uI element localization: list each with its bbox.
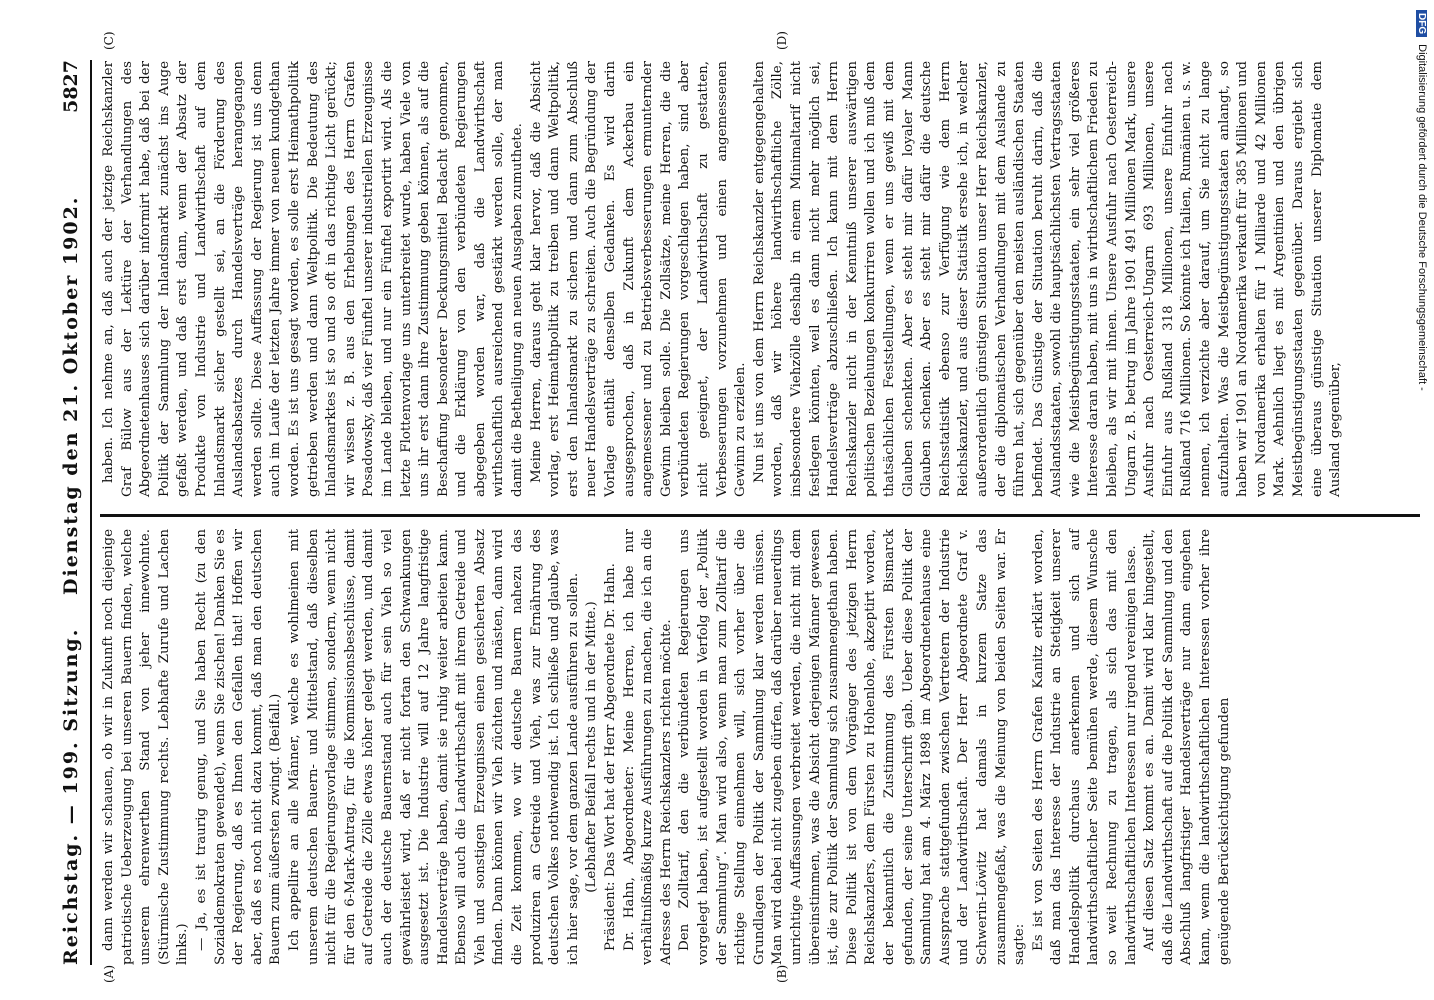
- paragraph: haben. Ich nehme an, daß auch der jetzige Reichskanzler Graf Bülow aus der Lektüre der Verhandlungen des Abgeordnetenhauses sich darüber informirt habe, daß bei der Politik der Sammlung der Inlandsmarkt zunächst ins Auge gefaßt werden, und daß erst dann, wenn der Absatz der Produkte von Industrie und Landwirthschaft auf dem Inlandsmarkt sicher gestellt sei, an die Förderung des Auslandsabsatzes durch Handelsverträge herangegangen werden sollte. Diese Auffassung der Regierung ist uns denn auch im Laufe der letzten Jahre immer von neuem kundgethan worden. Es ist uns gesagt worden, es solle erst Heimathpolitik getrieben werden und dann Weltpolitik. Die Bedeutung des Inlandsmarktes ist so und so oft in das richtige Licht gerückt; wir wissen z. B. aus den Erhebungen des Herrn Grafen Posadowsky, daß vier Fünftel unserer industriellen Erzeugnisse im Lande bleiben, und nur ein Fünftel exportirt wird. Als die letzte Flottenvorlage uns unterbreitet wurde, haben Viele von uns ihr erst dann ihre Zustimmung geben können, als auf die Beschaffung besonderer Deckungsmittel Bedacht genommen, und die Erklärung von den verbündeten Regierungen abgegeben worden war, daß die Landwirthschaft wirthschaftlich ausreichend gestärkt werden solle, der man damit die Betheiligung an neuen Ausgaben zumuthete.: [101, 61, 526, 497]
- paragraph: Nun ist uns von dem Herrn Reichskanzler entgegengehalten worden, daß wir höhere landwirthschaftliche Zölle, insbesondere Viehzölle deshalb in einem Minimaltarif nicht festlegen könnten, weil es dann nicht mehr möglich sei, Handelsverträge abzuschließen. Ich kann mit dem Herrn Reichskanzler nicht in der Kenntniß unserer auswärtigen politischen Beziehungen konkurriren wollen und ich muß dem thatsächlichen Feststellungen, wenn er uns gewiß mit dem Glauben schenkten. Aber es steht mir dafür loyaler Mann Glauben schenken. Aber es steht mir dafür die deutsche Reichsstatistik ebenso zur Verfügung wie dem Herrn Reichskanzler, und aus dieser Statistik ersehe ich, in welcher außerordentlich günstigen Situation unser Herr Reichskanzler, der die diplomatischen Verhandlungen mit dem Auslande zu führen hat, sich gegenüber den meisten ausländischen Staaten befindet. Das Günstige der Situation beruht darin, daß die Auslandsstaaten, sowohl die hauptsächlichsten Vertragsstaaten wie die Meistbegünstigungsstaaten, ein sehr viel größeres Interesse daran haben, mit uns in wirthschaftlichem Frieden zu bleiben, als wir mit ihnen. Unsere Ausfuhr nach Oesterreich-Ungarn z. B. betrug im Jahre 1901 491 Millionen Mark, unsere Ausfuhr nach Oesterreich-Ungarn 693 Millionen, unsere Einfuhr aus Rußland 318 Millionen, unsere Einfuhr nach Rußland 716 Millionen. So könnte ich Italien, Rumänien u. s. w. nennen, ich verzichte aber darauf, um Sie nicht zu lange aufzuhalten. Was die Meistbegünstigungsstaaten anlangt, so haben wir 1901 an Nordamerika verkauft für 385 Millionen und von Nordamerika erhalten für 1 Milliarde und 42 Millionen Mark. Aehnlich liegt es mit Argentinien und den übrigen Meistbegünstigungsstaaten gegenüber. Daraus ergiebt sich eine überaus günstige Situation unserer Diplomatie dem Ausland gegenüber,: [751, 61, 1344, 497]
- column-divider: [100, 514, 1420, 517]
- margin-marker-b: (B): [775, 964, 789, 983]
- paragraph: Auf diesen Satz kommt es an. Damit wird klar hingestellt, daß die Landwirthschaft auf die Politik der Sammlung und den Abschluß langfristiger Handelsverträge nur dann eingehen kann, wenn die landwirthschaftlichen Interessen vorher ihre genügende Berücksichtigung gefunden: [1142, 529, 1232, 965]
- paragraph: Ich appellire an alle Männer, welche es wohlmeinen mit unserem deutschen Bauern- und Mittelstand, daß dieselben nicht für die Regierungsvorlage stimmen, sondern, wenn nicht für den 6-Mark-Antrag, für die Kommissionsbeschlüsse, damit auf Getreide die Zölle etwas höher gelegt werden, und damit auch der deutsche Bauernstand auch für sein Vieh so viel gewährleistet wird, daß er nicht fortan den Schwankungen ausgesetzt ist. Die Industrie will auf 12 Jahre langfristige Handelsverträge haben, damit sie ruhig weiter arbeiten kann. Ebenso will auch die Landwirthschaft mit ihrem Getreide und Vieh und sonstigen Erzeugnissen einen gesicherten Absatz finden. Dann können wir Vieh züchten und mästen, dann wird die Zeit kommen, wo wir deutsche Bauern nahezu das produziren an Getreide und Vieh, was zur Ernährung des deutschen Volkes nothwendig ist. Ich schließe und glaube, was ich hier sage, vor dem ganzen Lande ausführen zu sollen.: [286, 529, 581, 965]
- digitization-note: Digitalisierung gefördert durch die Deutsche Forschungsgemeinschaft -: [1416, 44, 1428, 391]
- header-date: Dienstag den 21. Oktober 1902.: [60, 195, 82, 595]
- paragraph: Meine Herren, daraus geht klar hervor, daß die Absicht vorlag, erst Heimathpolitik zu treiben und dann Weltpolitik, erst den Inlandsmarkt zu sichern und dann zum Abschluß neuer Handelsverträge zu schreiten. Auch die Begründung der Vorlage enthält denselben Gedanken. Es wird darin ausgesprochen, daß in Zukunft dem Ackerbau ein angemessener und zu Betriebsverbesserungen ermunternder Gewinn bleiben solle. Die Zollsätze, meine Herren, die die verbündeten Regierungen vorgeschlagen haben, sind aber nicht geeignet, der Landwirthschaft zu gestatten, Verbesserungen vorzunehmen und einen angemessenen Gewinn zu erzielen.: [528, 61, 749, 497]
- margin-marker-a: (A): [102, 964, 116, 983]
- page-header: [56, 60, 92, 965]
- page-number: 5827: [60, 60, 82, 113]
- paragraph: dann werden wir schauen, ob wir in Zukunft noch diejenige patriotische Ueberzeugung bei unseren Bauern finden, welche unserem ehrenwerthen Stand von jeher innewohnte. (Stürmische Zustimmung rechts. Lebhafte Zurufe und Lachen links.): [101, 529, 191, 965]
- rotated-newspaper-page: [50, 0, 1430, 983]
- paragraph: Den Zolltarif, den die verbündeten Regierungen uns vorgelegt haben, ist aufgestellt worden in Verfolg der „Politik der Sammlung“. Man wird also, wenn man zum Zolltarif die richtige Stellung einnehmen will, sich vorher über die Grundlagen der Politik der Sammlung klar werden müssen. Man wird dabei nicht zugeben dürfen, daß darüber neuerdings unrichtige Auffassungen verbreitet werden, die nicht mit dem übereinstimmen, was die Absicht derjenigen Männer gewesen ist, die zur Politik der Sammlung sich zusammengethan haben. Diese Politik ist von dem Vorgänger des jetzigen Herrn Reichskanzlers, dem Fürsten zu Hohenlohe, akzeptirt worden, der bekanntlich die Zustimmung des Fürsten Bismarck gefunden, der seine Unterschrift gab. Ueber diese Politik der Sammlung hat am 4. März 1898 im Abgeordnetenhause eine Aussprache stattgefunden zwischen Vertretern der Industrie und der Landwirthschaft. Der Herr Abgeordnete Graf v. Schwerin-Löwitz hat damals in kurzem Satze das zusammengefaßt, was die Meinung von beiden Seiten war. Er sagte:: [677, 529, 1028, 965]
- left-column: [100, 529, 1234, 965]
- header-left: Reichstag. — 199. Sitzung.: [60, 627, 82, 965]
- margin-marker-d: (D): [775, 31, 789, 50]
- paragraph: — Ja, es ist traurig genug, und Sie haben Recht (zu den Sozialdemokraten gewendet), wenn Sie zischen! Danken Sie es der Regierung, daß es Ihnen den Gefallen that! Hoffen wir aber, daß es noch nicht dazu kommt, daß man den deutschen Bauern zum äußersten zwingt. (Beifall.): [193, 529, 284, 965]
- right-column: [100, 61, 1346, 497]
- dfg-logo: DFG: [1416, 10, 1427, 37]
- paragraph: Dr. Hahn, Abgeordneter: Meine Herren, ich habe nur verhältnißmäßig kurze Ausführungen zu machen, die ich an die Adresse des Herrn Reichskanzlers richten möchte.: [621, 529, 674, 965]
- paragraph: (Lebhafter Beifall rechts und in der Mitte.): [584, 601, 600, 893]
- margin-marker-c: (C): [102, 31, 116, 50]
- paragraph: Präsident: Das Wort hat der Herr Abgeordnete Dr. Hahn.: [603, 563, 619, 951]
- paragraph: Es ist von Seiten des Herrn Grafen Kanitz erklärt worden, daß man das Interesse der Industrie an Stetigkeit unserer Handelspolitik durchaus anerkennen und sich auf landwirthschaftlicher Seite bemühen werde, diesem Wunsche so weit Rechnung zu tragen, als sich das mit den landwirthschaftlichen Interessen nur irgend vereinigen lasse.: [1030, 529, 1139, 965]
- side-credit: [1410, 10, 1430, 990]
